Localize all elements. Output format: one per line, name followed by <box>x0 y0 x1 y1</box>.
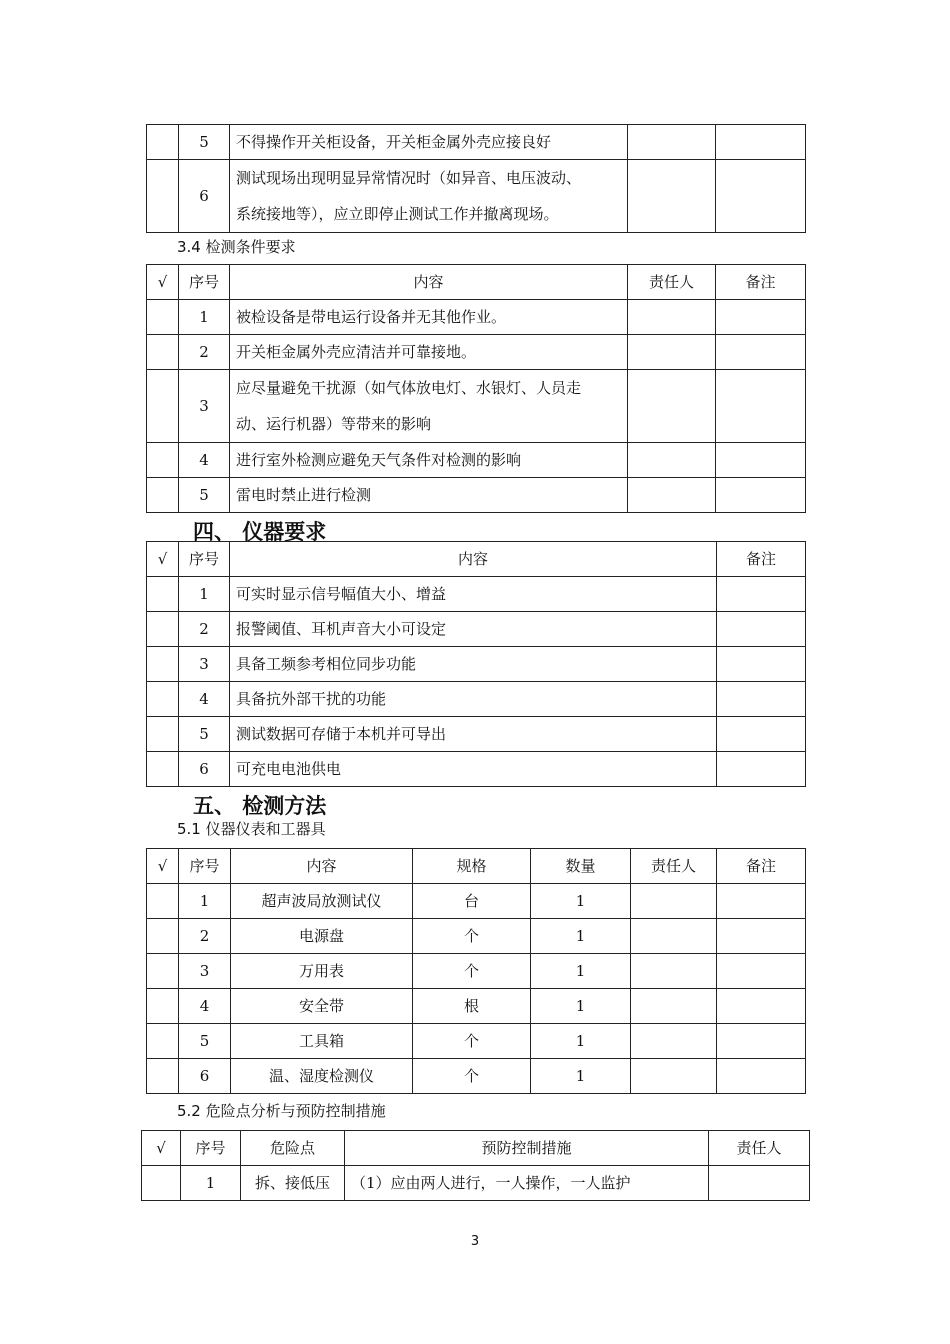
row-number: 3 <box>179 954 231 989</box>
row-measure: （1）应由两人进行，一人操作，一人监护 <box>345 1166 709 1201</box>
note-cell <box>716 125 806 160</box>
table-row <box>147 647 806 682</box>
table-row <box>147 125 806 160</box>
section-5-title: 五、 检测方法 <box>193 794 327 818</box>
table-row <box>142 1166 810 1201</box>
row-spec: 个 <box>413 919 531 954</box>
row-number: 5 <box>179 478 230 513</box>
table-row <box>147 370 806 443</box>
table-header-row <box>147 849 806 884</box>
note-cell <box>716 160 806 233</box>
content-line: 动、运行机器）等带来的影响 <box>236 415 432 433</box>
row-number: 5 <box>179 125 230 160</box>
row-number: 6 <box>179 752 230 787</box>
header-check: √ <box>142 1131 181 1166</box>
row-content: 工具箱 <box>231 1024 413 1059</box>
row-qty: 1 <box>531 1059 631 1094</box>
header-content: 内容 <box>231 849 413 884</box>
header-note: 备注 <box>717 849 806 884</box>
row-spec: 个 <box>413 1024 531 1059</box>
row-spec: 个 <box>413 954 531 989</box>
risk-table <box>141 1130 810 1201</box>
table-row <box>147 1024 806 1059</box>
row-content: 安全带 <box>231 989 413 1024</box>
row-spec: 台 <box>413 884 531 919</box>
header-person: 责任人 <box>628 265 716 300</box>
safety-table-continued <box>146 124 806 233</box>
table-row <box>147 1059 806 1094</box>
row-content <box>230 370 628 443</box>
header-no: 序号 <box>179 542 230 577</box>
row-number: 6 <box>179 1059 231 1094</box>
row-content: 可充电电池供电 <box>230 752 717 787</box>
person-cell <box>628 160 716 233</box>
header-risk: 危险点 <box>241 1131 345 1166</box>
table-row <box>147 717 806 752</box>
row-content: 超声波局放测试仪 <box>231 884 413 919</box>
row-number: 4 <box>179 443 230 478</box>
row-qty: 1 <box>531 954 631 989</box>
row-content: 可实时显示信号幅值大小、增益 <box>230 577 717 612</box>
table-header-row <box>142 1131 810 1166</box>
row-content <box>230 160 628 233</box>
content-line: 应尽量避免干扰源（如气体放电灯、水银灯、人员走 <box>236 379 582 397</box>
row-number: 3 <box>179 647 230 682</box>
row-number: 1 <box>179 884 231 919</box>
table-row <box>147 478 806 513</box>
row-spec: 根 <box>413 989 531 1024</box>
header-person: 责任人 <box>709 1131 810 1166</box>
row-number: 1 <box>181 1166 241 1201</box>
row-number: 2 <box>179 335 230 370</box>
row-risk: 拆、接低压 <box>241 1166 345 1201</box>
row-number: 6 <box>179 160 230 233</box>
table-row <box>147 884 806 919</box>
conditions-table <box>146 264 806 513</box>
row-content: 被检设备是带电运行设备并无其他作业。 <box>230 300 628 335</box>
header-check: √ <box>147 849 179 884</box>
page-number: 3 <box>470 1234 480 1249</box>
row-content: 开关柜金属外壳应清洁并可靠接地。 <box>230 335 628 370</box>
content-line: 系统接地等），应立即停止测试工作并撤离现场。 <box>236 205 559 223</box>
row-number: 4 <box>179 682 230 717</box>
table-row <box>147 300 806 335</box>
section-5-1-title: 5.1 仪器仪表和工器具 <box>177 820 326 838</box>
table-row <box>147 954 806 989</box>
row-content: 不得操作开关柜设备，开关柜金属外壳应接良好 <box>230 125 628 160</box>
table-row <box>147 919 806 954</box>
table-row <box>147 160 806 233</box>
row-content: 雷电时禁止进行检测 <box>230 478 628 513</box>
row-number: 3 <box>179 370 230 443</box>
row-content: 温、湿度检测仪 <box>231 1059 413 1094</box>
instrument-requirements-table <box>146 541 806 787</box>
row-content: 具备工频参考相位同步功能 <box>230 647 717 682</box>
table-row <box>147 682 806 717</box>
header-no: 序号 <box>179 849 231 884</box>
row-number: 1 <box>179 300 230 335</box>
header-check: √ <box>147 265 179 300</box>
row-number: 4 <box>179 989 231 1024</box>
header-no: 序号 <box>181 1131 241 1166</box>
header-person: 责任人 <box>631 849 717 884</box>
row-content: 报警阈值、耳机声音大小可设定 <box>230 612 717 647</box>
check-cell <box>147 125 179 160</box>
check-cell <box>147 160 179 233</box>
row-qty: 1 <box>531 919 631 954</box>
row-content: 测试数据可存储于本机并可导出 <box>230 717 717 752</box>
header-measure: 预防控制措施 <box>345 1131 709 1166</box>
row-qty: 1 <box>531 884 631 919</box>
row-number: 1 <box>179 577 230 612</box>
row-number: 5 <box>179 1024 231 1059</box>
content-line: 测试现场出现明显异常情况时（如异音、电压波动、 <box>236 169 582 187</box>
row-qty: 1 <box>531 989 631 1024</box>
table-header-row <box>147 265 806 300</box>
section-4-title: 四、 仪器要求 <box>193 520 327 544</box>
table-row <box>147 443 806 478</box>
table-row <box>147 612 806 647</box>
header-qty: 数量 <box>531 849 631 884</box>
header-no: 序号 <box>179 265 230 300</box>
section-5-2-title: 5.2 危险点分析与预防控制措施 <box>177 1102 386 1120</box>
row-content: 电源盘 <box>231 919 413 954</box>
table-row <box>147 335 806 370</box>
row-content: 具备抗外部干扰的功能 <box>230 682 717 717</box>
row-number: 5 <box>179 717 230 752</box>
table-row <box>147 577 806 612</box>
header-note: 备注 <box>716 265 806 300</box>
table-row <box>147 989 806 1024</box>
header-spec: 规格 <box>413 849 531 884</box>
header-check: √ <box>147 542 179 577</box>
row-number: 2 <box>179 919 231 954</box>
section-3-4-title: 3.4 检测条件要求 <box>177 238 296 256</box>
table-header-row <box>147 542 806 577</box>
row-qty: 1 <box>531 1024 631 1059</box>
table-row <box>147 752 806 787</box>
row-number: 2 <box>179 612 230 647</box>
header-content: 内容 <box>230 265 628 300</box>
header-note: 备注 <box>717 542 806 577</box>
row-spec: 个 <box>413 1059 531 1094</box>
header-content: 内容 <box>230 542 717 577</box>
row-content: 进行室外检测应避免天气条件对检测的影响 <box>230 443 628 478</box>
row-content: 万用表 <box>231 954 413 989</box>
person-cell <box>628 125 716 160</box>
tools-table <box>146 848 806 1094</box>
